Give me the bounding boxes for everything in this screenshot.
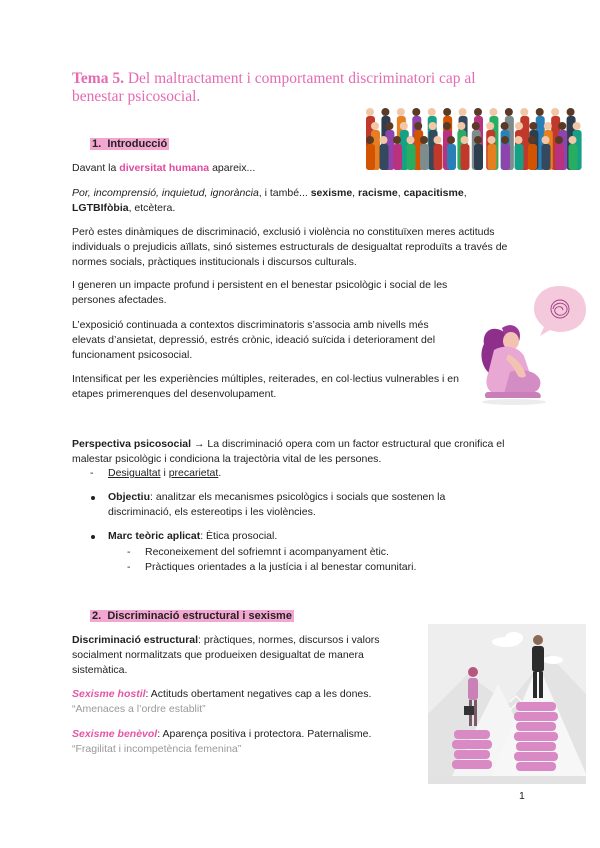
- structural-paragraph: Però estes dinàmiques de discriminació, exclusió i violència no constituïxen meres actituds individuals o prejudicis aïllats, sinó sistemes estructurals de desigualtat reproduïts a través de normes socials, pràctiques institucionals i discursos culturals.: [72, 226, 508, 268]
- section-1-heading: 1. Introducció: [92, 138, 168, 150]
- benevolent-sexism-quote: “Fragilitat i incompetència femenina”: [72, 743, 242, 755]
- sad-woman-illustration: [474, 284, 590, 410]
- section-2-heading: 2. Discriminació estructural i sexisme: [92, 610, 292, 622]
- title-topic: Tema 5.: [72, 70, 124, 87]
- structural-discrimination-definition: Discriminació estructural: pràctiques, normes, discursos i valors socialment normalitzats que produeixen desigualtat de manera sistemàtica.: [72, 634, 380, 676]
- hostile-sexism-quote: “Amenaces a l’ordre establit”: [72, 703, 206, 715]
- hostile-sexism: Sexisme hostil: Actituds obertament negatives cap a les dones.: [72, 688, 372, 700]
- sub-item-practices: - Pràctiques orientades a la justícia i al benestar comunitari.: [145, 560, 416, 575]
- exposure-paragraph: L’exposició continuada a contextos discriminatoris s’associa amb nivells més elevats d’ansietat, depressió, estrés crònic, ideació suïcida i deteriorament del funcionament psicosocial.: [72, 319, 436, 361]
- benevolent-sexism: Sexisme benèvol: Aparença positiva i protectora. Paternalisme.: [72, 728, 372, 740]
- inequality-illustration: [428, 624, 586, 784]
- perspective-paragraph: Perspectiva psicosocial → La discriminació opera com un factor estructural que cronifica el malestar psicològic i condiciona la trajectòria vital de les persones.: [72, 438, 505, 465]
- intro-paragraph: Davant la diversitat humana apareix...: [72, 162, 256, 174]
- bullet-objective: Objectiu: analitzar els mecanismes psicològics i socials que sostenen la discriminació, els estereotips i les violències.: [108, 490, 488, 520]
- dash-item-inequality: - Desigualtat i precarietat.: [108, 466, 221, 481]
- title-text: Del maltractament i comportament discriminatori cap al benestar psicosocial.: [72, 70, 476, 105]
- bullet-framework: Marc teòric aplicat: Ètica prosocial.: [108, 529, 488, 544]
- sub-item-recognition: - Reconeixement del sofriemnt i acompanyament ètic.: [145, 545, 389, 560]
- intensified-paragraph: Intensificat per les experiències múltiples, reiterades, en col·lectius vulnerables i en etapes primerenques del desenvolupament.: [72, 373, 459, 400]
- page-number: 1: [519, 790, 525, 802]
- impact-paragraph: I generen un impacte profund i persistent en el benestar psicològic i social de les persones afectades.: [72, 279, 448, 306]
- prejudice-paragraph: Por, incomprensió, inquietud, ignorància, i també... sexisme, racisme, capacitisme, LGTBIfòbia, etcètera.: [72, 187, 467, 214]
